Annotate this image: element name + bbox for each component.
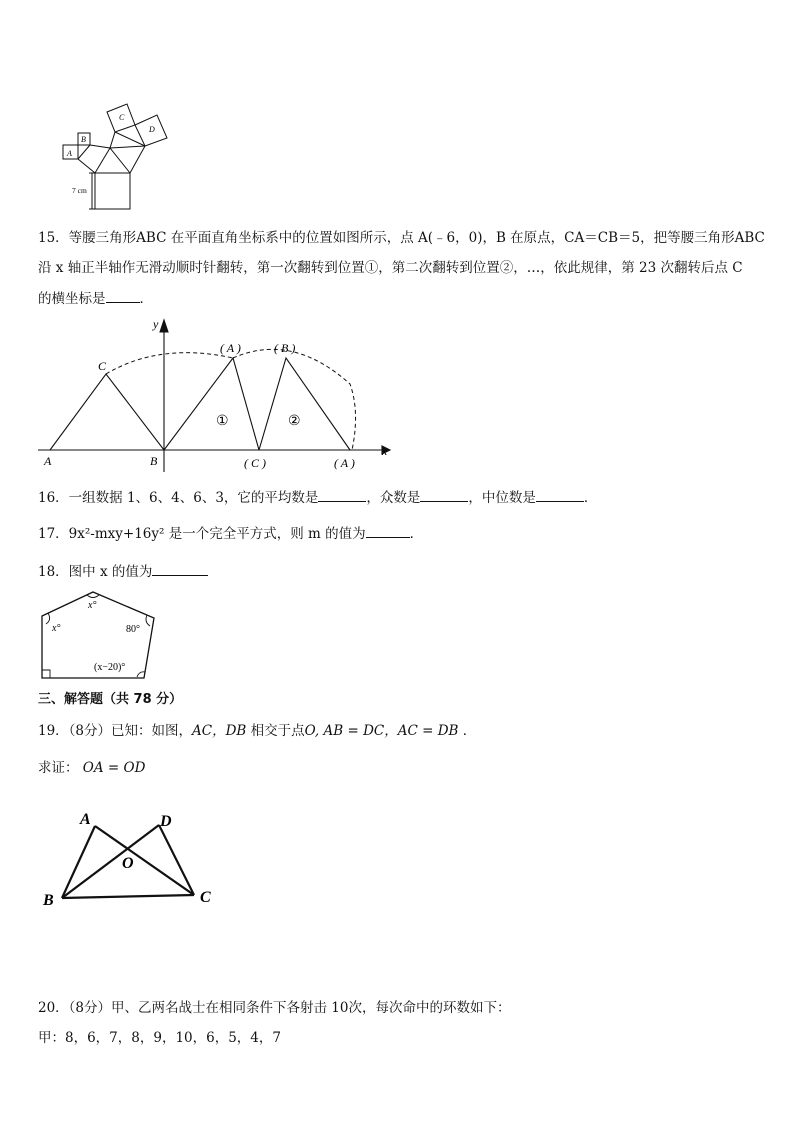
q16-mode-blank[interactable] bbox=[420, 487, 468, 502]
q17-line bbox=[38, 523, 423, 544]
q19-prove-line bbox=[38, 758, 145, 778]
q15-line1: 15．等腰三角形ABC 在平面直角坐标系中的位置如图所示，点 A(﹣6，0)，B 在原点，CA＝CB＝5，把等腰三角形ABC bbox=[38, 230, 765, 246]
figure-18-pentagon bbox=[36, 586, 166, 686]
fig15-label-a: A bbox=[44, 454, 52, 468]
fig15-y-axis: y bbox=[153, 317, 159, 331]
fig19-label-c: C bbox=[200, 889, 211, 906]
fig15-x-axis: x bbox=[382, 444, 388, 458]
fig15-mark-1: ① bbox=[216, 414, 229, 429]
fig15-label-a-pos1: ( A ) bbox=[220, 341, 241, 355]
fig18-angle-top: x° bbox=[88, 600, 97, 611]
q15-line3-suffix: ． bbox=[139, 291, 153, 307]
fig14-label-b: B bbox=[81, 135, 86, 144]
q19-line bbox=[38, 721, 476, 741]
q18-answer-blank[interactable] bbox=[152, 561, 208, 576]
q16-mid2: ，中位数是 bbox=[468, 490, 536, 506]
fig18-angle-right: 80° bbox=[126, 624, 140, 635]
fig15-label-c-ground: ( C ) bbox=[244, 456, 266, 470]
fig15-label-b: B bbox=[150, 454, 158, 468]
q20-jia-scores: 甲：8，6，7，8，9，10，6，5，4，7 bbox=[38, 1030, 281, 1046]
fig15-label-c: C bbox=[98, 359, 107, 373]
q19-prove-math: OA = OD bbox=[82, 760, 146, 776]
q16-median-blank[interactable] bbox=[536, 487, 584, 502]
q16-prefix: 16．一组数据 1、6、4、6、3，它的平均数是 bbox=[38, 490, 319, 506]
fig14-label-c: C bbox=[119, 113, 125, 122]
q16-mean-blank[interactable] bbox=[318, 487, 366, 502]
fig15-mark-2: ② bbox=[288, 414, 301, 429]
q16-mid1: ，众数是 bbox=[366, 490, 421, 506]
fig19-label-a: A bbox=[80, 811, 91, 828]
fig15-label-b-pos2: ( B ) bbox=[274, 341, 296, 355]
q19-mid: 相交于点 bbox=[246, 723, 305, 739]
q17-prefix: 17．9x²-mxy+16y² 是一个完全平方式，则 m 的值为 bbox=[38, 526, 366, 542]
fig19-label-d: D bbox=[160, 813, 172, 830]
q15-line3 bbox=[38, 288, 153, 309]
q15-line2: 沿 x 轴正半轴作无滑动顺时针翻转，第一次翻转到位置①，第二次翻转到位置②，…，依此规律，第 23 次翻转后点 C bbox=[38, 260, 743, 276]
q19-math1: AC，DB bbox=[192, 723, 247, 739]
q19-suffix: ． bbox=[458, 723, 477, 739]
fig18-angle-bottom: (x−20)° bbox=[94, 662, 126, 673]
q18-line bbox=[38, 561, 208, 582]
q16-suffix: ． bbox=[583, 490, 598, 506]
fig19-label-b: B bbox=[43, 892, 54, 909]
fig18-angle-left: x° bbox=[52, 623, 61, 634]
q18-text: 18．图中 x 的值为 bbox=[38, 564, 153, 580]
fig14-label-a: A bbox=[67, 149, 72, 158]
q19-prove-label: 求证： bbox=[38, 760, 79, 776]
q19-math2: O, AB = DC，AC = DB bbox=[304, 723, 459, 739]
q15-line3-prefix: 的横坐标是 bbox=[38, 291, 106, 307]
q17-answer-blank[interactable] bbox=[366, 523, 410, 538]
fig19-label-o: O bbox=[122, 855, 134, 872]
fig14-label-d: D bbox=[149, 125, 155, 134]
q16-line bbox=[38, 487, 597, 508]
figure-15-rolling-triangle bbox=[30, 312, 400, 474]
q15-answer-blank[interactable] bbox=[106, 288, 140, 303]
figure-19-crossed-triangles bbox=[38, 808, 228, 912]
q19-prefix: 19．（8分）已知：如图， bbox=[38, 723, 193, 739]
figure-14-squares bbox=[55, 98, 185, 214]
fig14-dimension: 7 cm bbox=[72, 186, 87, 195]
fig15-label-a-ground: ( A ) bbox=[334, 456, 355, 470]
q20-text: 20．（8分）甲、乙两名战士在相同条件下各射击 10次，每次命中的环数如下： bbox=[38, 1000, 511, 1016]
q17-suffix: ． bbox=[409, 526, 424, 542]
section-3-title: 三、解答题（共 78 分） bbox=[38, 692, 183, 707]
